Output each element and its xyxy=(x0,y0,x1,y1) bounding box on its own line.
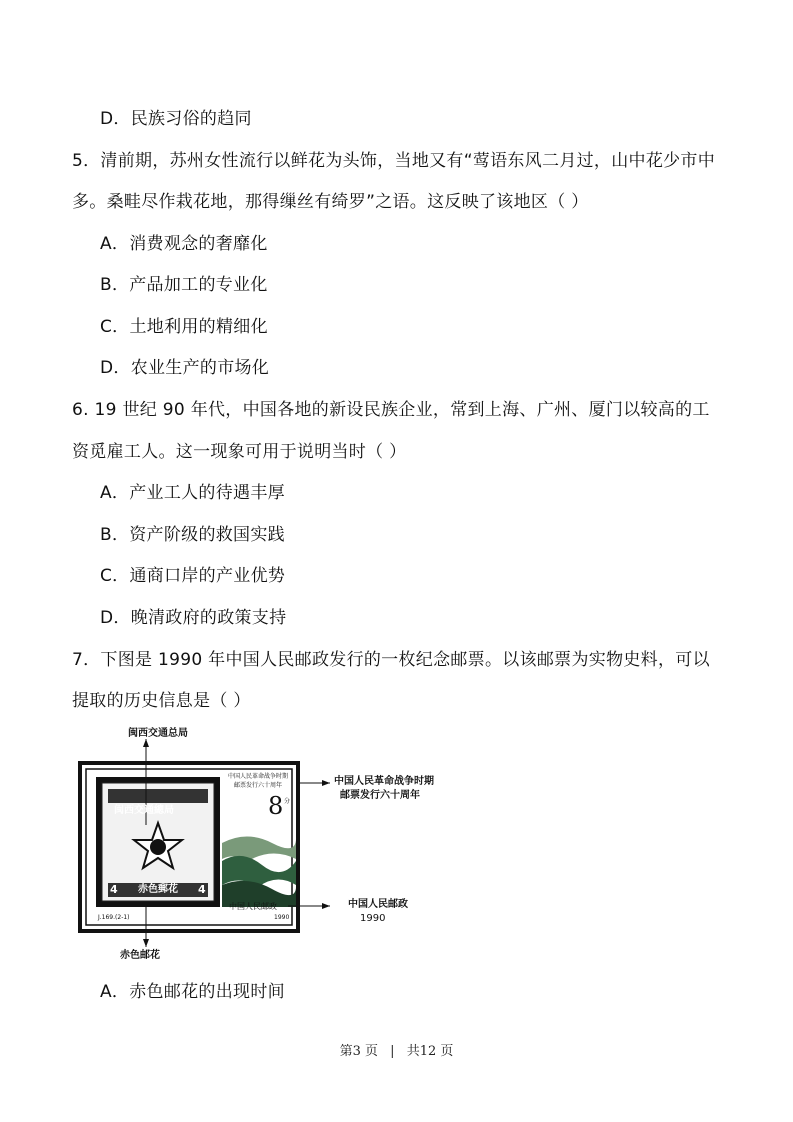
inner-stamp-top-text: 闽西交通總局 xyxy=(114,805,174,816)
q5-option-c: C．土地利用的精细化 xyxy=(100,317,268,337)
stamp-year: 1990 xyxy=(274,914,290,921)
stamp-figure xyxy=(72,725,452,965)
arrow-head-bottom xyxy=(143,939,149,947)
q6-option-a: A．产业工人的待遇丰厚 xyxy=(100,483,285,503)
footer-page-number: 第3 页 xyxy=(339,1044,379,1059)
footer-total-pages: 共12 页 xyxy=(406,1044,454,1059)
arrow-head-top xyxy=(143,739,149,747)
q6-option-d: D．晚清政府的政策支持 xyxy=(100,608,287,628)
arrow-head-right-top xyxy=(322,780,330,786)
q6-stem-line-2: 资觅雇工人。这一现象可用于说明当时（ ） xyxy=(72,442,407,462)
q7-stem-line-2: 提取的历史信息是（ ） xyxy=(72,691,251,711)
inner-stamp-value-left: 4 xyxy=(110,883,118,896)
stamp-code: J.169.(2-1) xyxy=(98,914,130,921)
hammer-sickle-icon xyxy=(150,839,166,855)
stamp-denomination: 8 xyxy=(268,792,284,820)
q6-option-b: B．资产阶级的救国实践 xyxy=(100,525,285,545)
label-anniversary-line-1: 中国人民革命战争时期 xyxy=(334,776,434,787)
label-red-stamp: 赤色邮花 xyxy=(120,950,160,961)
q5-stem-line-1: 5．清前期，苏州女性流行以鲜花为头饰，当地又有“莺语东风二月过，山中花少市中 xyxy=(72,151,716,171)
inner-stamp-value-right: 4 xyxy=(198,883,206,896)
q5-option-b: B．产品加工的专业化 xyxy=(100,275,268,295)
footer-separator: | xyxy=(390,1044,395,1059)
q5-option-a: A．消费观念的奢靡化 xyxy=(100,234,268,254)
stamp-issuer: 中国人民邮政 xyxy=(229,902,277,911)
stamp-small-text-1: 中国人民革命战争时期 xyxy=(228,773,289,780)
q5-stem-line-2: 多。桑畦尽作栽花地，那得缫丝有绮罗”之语。这反映了该地区（ ） xyxy=(72,192,589,212)
page-footer xyxy=(0,1040,793,1059)
q6-stem-line-1: 6. 19 世纪 90 年代，中国各地的新设民族企业，常到上海、广州、厦门以较高的工 xyxy=(72,400,710,420)
q5-option-d: D．农业生产的市场化 xyxy=(100,358,270,378)
q6-option-c: C．通商口岸的产业优势 xyxy=(100,566,286,586)
label-post-line-2: 1990 xyxy=(360,913,386,924)
arrow-head-right-bottom xyxy=(322,903,330,909)
label-anniversary-line-2: 邮票发行六十周年 xyxy=(340,790,420,801)
stamp-figure-svg xyxy=(72,725,452,965)
inner-stamp-bottom-text: 赤色郵花 xyxy=(138,884,178,895)
stamp-denomination-unit: 分 xyxy=(284,798,291,805)
q7-stem-line-1: 7．下图是 1990 年中国人民邮政发行的一枚纪念邮票。以该邮票为实物史料，可以 xyxy=(72,650,710,670)
q4-option-d: D．民族习俗的趋同 xyxy=(100,109,252,129)
q7-option-a: A．赤色邮花的出现时间 xyxy=(100,982,285,1002)
stamp-small-text-2: 邮票发行六十周年 xyxy=(234,782,283,789)
label-fujian-transport: 闽西交通总局 xyxy=(128,728,188,739)
label-post-line-1: 中国人民邮政 xyxy=(348,899,408,910)
inner-stamp-top-banner xyxy=(108,789,208,803)
